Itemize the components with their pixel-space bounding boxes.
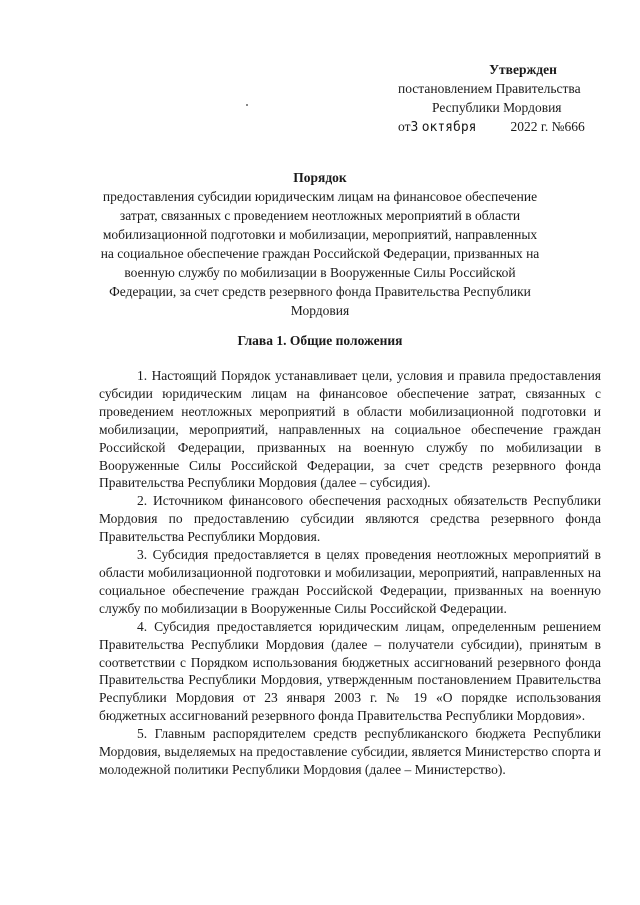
chapter-heading: Глава 1. Общие положения	[237, 333, 403, 348]
approval-date-year-number: 2022 г. №666	[510, 119, 585, 134]
document-title-line: на социальное обеспечение граждан Российской Федерации, призванных на	[100, 246, 540, 261]
approval-date-day: 3	[410, 120, 419, 135]
document-title-line: затрат, связанных с проведением неотложных мероприятий в области	[119, 208, 521, 223]
approval-title: Утвержден	[489, 62, 557, 77]
document-title-main: Порядок	[293, 170, 347, 185]
paragraph-4: 4. Субсидия предоставляется юридическим лицам, определенным решением Правительства Республики Мордовия (далее – получатели субсидии), принятым в соответствии с Порядком использования бюджетных ассигнований резервного фонда Правительства Республики Мордовия, утвержденным постановлением Правительства Республики Мордовия от 23 января 2003 г. № 19 «О порядке использования бюджетных ассигнований резервного фонда Правительства Республики Мордовия».	[99, 618, 601, 724]
document-body	[99, 367, 601, 779]
document-title-line: Федерации, за счет средств резервного фонда Правительства Республики	[109, 284, 531, 299]
approval-date-prefix: от	[398, 119, 411, 134]
paragraph-5: 5. Главным распорядителем средств республиканского бюджета Республики Мордовия, выделяемых на предоставление субсидии, является Министерство спорта и молодежной политики Республики Мордовия (далее – Министерство).	[99, 726, 601, 777]
scan-speck	[246, 104, 248, 106]
approval-date-month: октября	[421, 120, 477, 135]
document-title-line: военную службу по мобилизации в Вооруженные Силы Российской	[124, 265, 516, 280]
paragraph-2: 2. Источником финансового обеспечения расходных обязательств Республики Мордовия по предоставлению субсидии являются средства резервного фонда Правительства Республики Мордовия.	[99, 493, 601, 545]
approval-line-republic: Республики Мордовия	[432, 100, 562, 115]
approval-line-resolution: постановлением Правительства	[398, 81, 581, 96]
approval-date-line	[398, 117, 618, 137]
document-title-line: предоставления субсидии юридическим лицам на финансовое обеспечение	[102, 189, 538, 204]
document-title	[95, 168, 545, 320]
document-title-line: Мордовия	[290, 303, 350, 318]
paragraph-1: 1. Настоящий Порядок устанавливает цели, условия и правила предоставления субсидии юридическим лицам на финансовое обеспечение затрат, связанных с проведением неотложных мероприятий в области мобилизационной подготовки и мобилизации, мероприятий, направленных на социальное обеспечение граждан Российской Федерации, призванных на военную службу по мобилизации в Вооруженные Силы Российской Федерации, за счет средств резервного фонда Правительства Республики Мордовия (далее – субсидия).	[99, 368, 601, 491]
document-title-line: мобилизационной подготовки и мобилизации, мероприятий, направленных	[102, 227, 538, 242]
approval-block	[398, 60, 618, 137]
paragraph-3: 3. Субсидия предоставляется в целях проведения неотложных мероприятий в области мобилизационной подготовки и мобилизации, мероприятий, направленных на социальное обеспечение граждан Российской Федерации, призванных на военную службу по мобилизации в Вооруженные Силы Российской Федерации.	[99, 547, 601, 616]
